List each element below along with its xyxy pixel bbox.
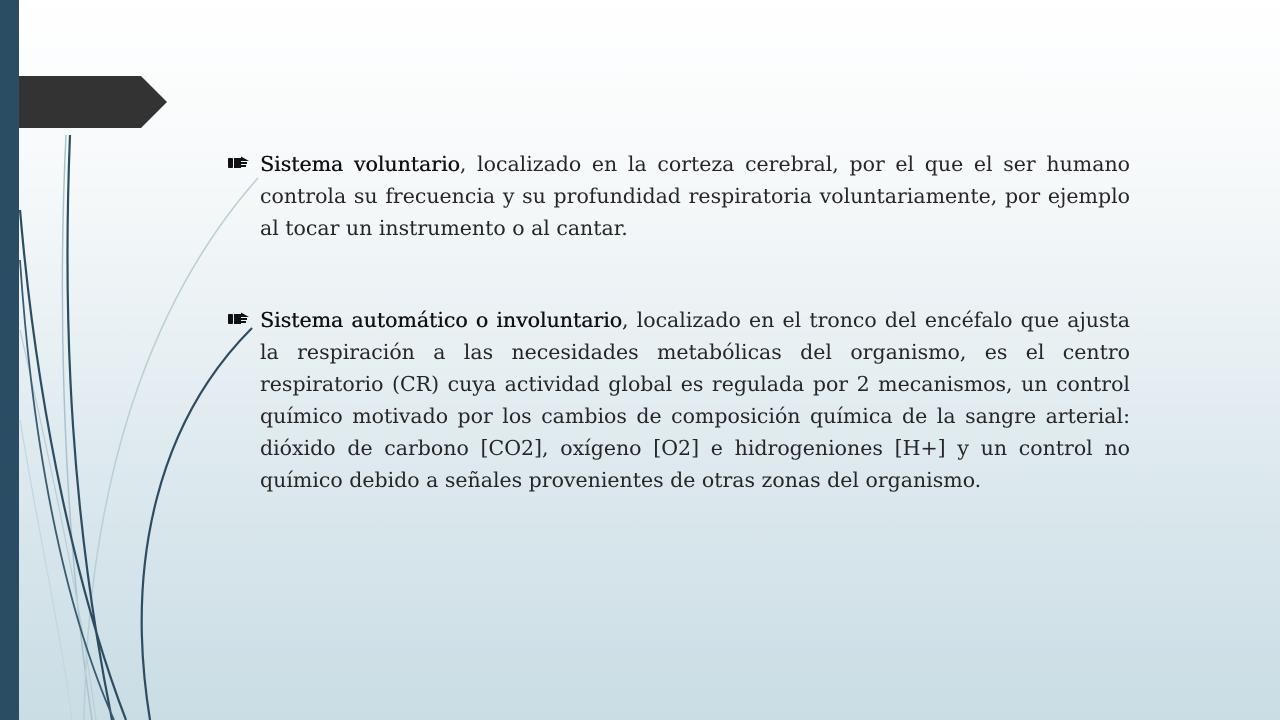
left-sidebar-bar bbox=[0, 0, 19, 720]
bullet-item-sistema-voluntario bbox=[228, 148, 1130, 244]
bullet-item-sistema-automatico bbox=[228, 304, 1130, 496]
bullet-term: Sistema voluntario bbox=[260, 152, 460, 176]
bullet-paragraph bbox=[260, 304, 1130, 496]
bullet-term: Sistema automático o involuntario bbox=[260, 308, 623, 332]
curve-dark-2 bbox=[20, 210, 126, 720]
bullet-body: , localizado en la corteza cerebral, por el que el ser humano controla su frecuencia y su profundidad respiratoria voluntariamente, por ejemplo al tocar un instrumento o al cantar. bbox=[260, 152, 1130, 240]
bullet-body: , localizado en el tronco del encéfalo que ajusta la respiración a las necesidades metabólicas del organismo, es el centro respiratorio (CR) cuya actividad global es regulada por 2 mecanismos, un control químico motivado por los cambios de composición química de la sangre arterial: dióxido de carbono [CO2], oxígeno [O2] e hidrogeniones [H+] y un control no químico debido a señales provenientes de otras zonas del organismo. bbox=[260, 308, 1130, 492]
curve-dark-1 bbox=[67, 135, 112, 720]
right-pointing-hand-icon bbox=[228, 312, 250, 326]
bullet-paragraph bbox=[260, 148, 1130, 244]
right-pointing-hand-icon bbox=[228, 156, 250, 170]
title-tab-shape bbox=[19, 76, 167, 128]
